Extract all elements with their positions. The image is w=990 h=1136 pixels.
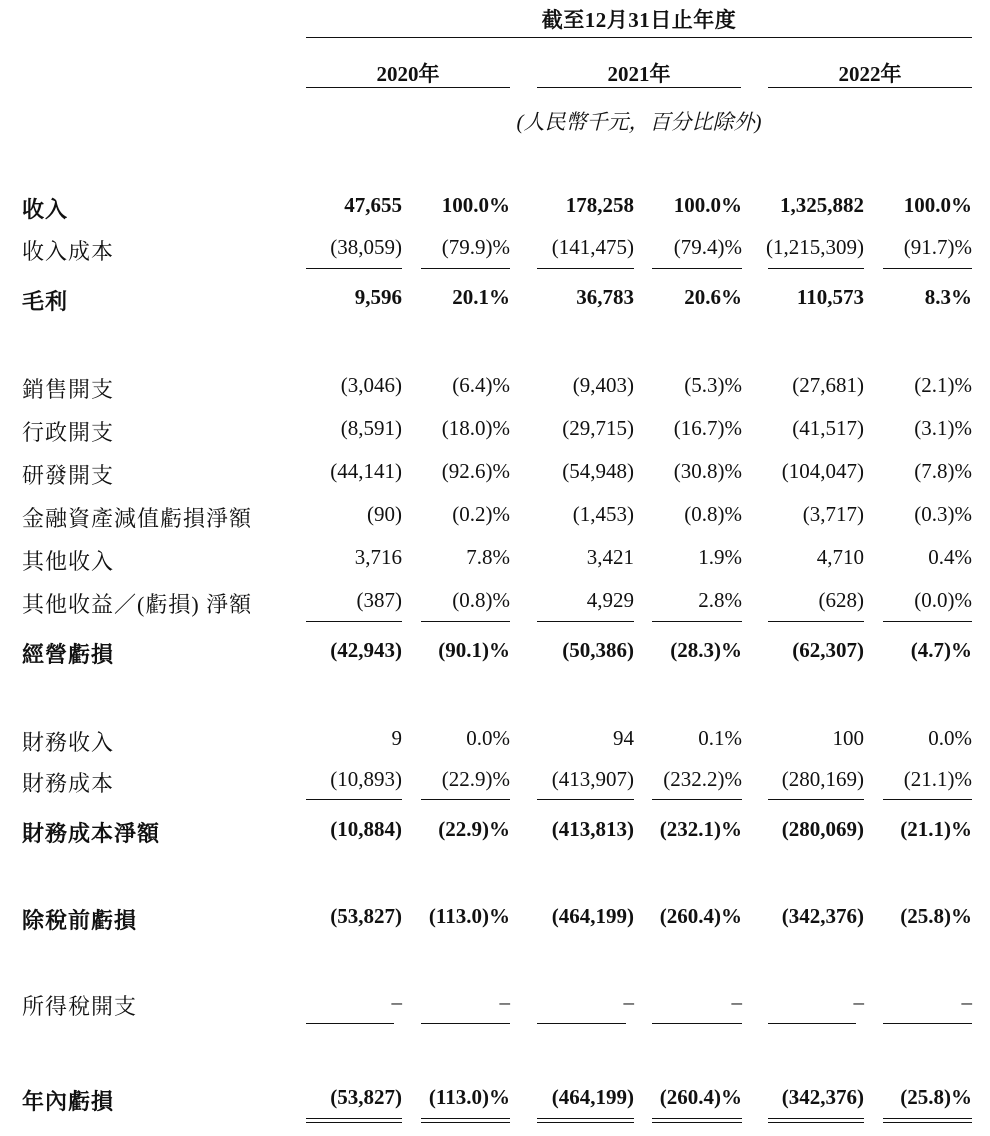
subtotal-rule bbox=[768, 1023, 856, 1024]
value-cell: 0.1% bbox=[698, 726, 742, 750]
value-cell: (0.3)% bbox=[914, 502, 972, 526]
value-cell: (232.1)% bbox=[659, 817, 742, 841]
total-double-rule bbox=[537, 1118, 634, 1123]
value-cell: (79.4)% bbox=[673, 235, 742, 259]
value-cell: (3,046) bbox=[340, 373, 402, 397]
table-row bbox=[0, 502, 990, 532]
value-cell: 100.0% bbox=[441, 193, 510, 217]
value-cell: (53,827) bbox=[330, 904, 402, 928]
value-cell: (342,376) bbox=[781, 1085, 864, 1109]
value-cell: (28.3)% bbox=[670, 638, 742, 662]
value-cell: (4.7)% bbox=[910, 638, 972, 662]
value-cell: (18.0)% bbox=[441, 416, 510, 440]
row-label: 毛利 bbox=[22, 289, 69, 314]
value-cell: (8,591) bbox=[340, 416, 402, 440]
value-cell: 110,573 bbox=[796, 285, 864, 309]
table-row bbox=[0, 416, 990, 446]
value-cell: (1,215,309) bbox=[766, 235, 864, 259]
value-cell: (21.1)% bbox=[900, 817, 972, 841]
value-cell: – bbox=[391, 990, 402, 1014]
value-cell: (104,047) bbox=[781, 459, 864, 483]
value-cell: 2.8% bbox=[698, 588, 742, 612]
subtotal-rule bbox=[652, 799, 742, 800]
total-double-rule bbox=[883, 1118, 972, 1123]
year-header-2020: 2020年 bbox=[376, 62, 440, 86]
subtotal-rule bbox=[306, 1023, 394, 1024]
total-double-rule bbox=[421, 1118, 510, 1123]
value-cell: (53,827) bbox=[330, 1085, 402, 1109]
value-cell: (280,169) bbox=[781, 767, 864, 791]
row-label: 收入 bbox=[22, 197, 69, 222]
row-label: 財務成本 bbox=[22, 771, 115, 796]
subtotal-rule bbox=[768, 799, 864, 800]
row-label: 研發開支 bbox=[22, 463, 115, 488]
year-header-2021: 2021年 bbox=[607, 62, 671, 86]
subtotal-rule bbox=[652, 1023, 742, 1024]
value-cell: (41,517) bbox=[792, 416, 864, 440]
subtotal-rule bbox=[537, 1023, 626, 1024]
row-label: 其他收益／(虧損) 淨額 bbox=[22, 592, 253, 617]
total-double-rule bbox=[652, 1118, 742, 1123]
row-label: 年內虧損 bbox=[22, 1089, 115, 1114]
value-cell: (1,453) bbox=[572, 502, 634, 526]
table-row bbox=[0, 193, 990, 223]
subtotal-rule bbox=[883, 621, 972, 622]
row-label: 收入成本 bbox=[22, 239, 115, 264]
value-cell: (54,948) bbox=[562, 459, 634, 483]
table-row bbox=[0, 235, 990, 265]
value-cell: (21.1)% bbox=[903, 767, 972, 791]
row-label: 除稅前虧損 bbox=[22, 908, 138, 933]
value-cell: (7.8)% bbox=[914, 459, 972, 483]
value-cell: 4,929 bbox=[586, 588, 634, 612]
subtotal-rule bbox=[652, 268, 742, 269]
value-cell: 20.1% bbox=[452, 285, 510, 309]
value-cell: (9,403) bbox=[572, 373, 634, 397]
value-cell: (16.7)% bbox=[673, 416, 742, 440]
value-cell: (3.1)% bbox=[914, 416, 972, 440]
table-row bbox=[0, 904, 990, 934]
row-label: 所得稅開支 bbox=[22, 994, 138, 1019]
value-cell: (232.2)% bbox=[663, 767, 742, 791]
table-row bbox=[0, 459, 990, 489]
value-cell: (0.0)% bbox=[914, 588, 972, 612]
value-cell: (79.9)% bbox=[441, 235, 510, 259]
value-cell: (62,307) bbox=[792, 638, 864, 662]
table-row bbox=[0, 545, 990, 575]
subtotal-rule bbox=[421, 1023, 510, 1024]
period-header: 截至12月31日止年度 bbox=[541, 8, 737, 32]
table-row bbox=[0, 588, 990, 618]
value-cell: 36,783 bbox=[576, 285, 634, 309]
value-cell: (27,681) bbox=[792, 373, 864, 397]
row-label: 行政開支 bbox=[22, 420, 115, 445]
value-cell: (5.3)% bbox=[684, 373, 742, 397]
value-cell: 3,716 bbox=[354, 545, 402, 569]
subtotal-rule bbox=[768, 268, 864, 269]
row-label: 經營虧損 bbox=[22, 642, 115, 667]
subtotal-rule bbox=[306, 268, 402, 269]
value-cell: (22.9)% bbox=[438, 817, 510, 841]
value-cell: 7.8% bbox=[466, 545, 510, 569]
value-cell: (464,199) bbox=[551, 1085, 634, 1109]
subtotal-rule bbox=[421, 799, 510, 800]
value-cell: (141,475) bbox=[551, 235, 634, 259]
value-cell: (0.8)% bbox=[684, 502, 742, 526]
subtotal-rule bbox=[306, 621, 402, 622]
value-cell: 9,596 bbox=[354, 285, 402, 309]
value-cell: – bbox=[499, 990, 510, 1014]
value-cell: (22.9)% bbox=[441, 767, 510, 791]
value-cell: (10,884) bbox=[330, 817, 402, 841]
subtotal-rule bbox=[537, 799, 634, 800]
value-cell: 20.6% bbox=[684, 285, 742, 309]
value-cell: – bbox=[961, 990, 972, 1014]
subtotal-rule bbox=[421, 621, 510, 622]
value-cell: 47,655 bbox=[344, 193, 402, 217]
unit-note: (人民幣千元，百分比除外) bbox=[516, 110, 762, 134]
value-cell: (29,715) bbox=[562, 416, 634, 440]
value-cell: 8.3% bbox=[924, 285, 972, 309]
value-cell: (260.4)% bbox=[659, 904, 742, 928]
subtotal-rule bbox=[883, 799, 972, 800]
subtotal-rule bbox=[537, 621, 634, 622]
value-cell: (387) bbox=[356, 588, 402, 612]
value-cell: 0.4% bbox=[928, 545, 972, 569]
value-cell: 1,325,882 bbox=[780, 193, 864, 217]
value-cell: (30.8)% bbox=[673, 459, 742, 483]
value-cell: 1.9% bbox=[698, 545, 742, 569]
value-cell: (92.6)% bbox=[441, 459, 510, 483]
value-cell: (113.0)% bbox=[428, 904, 510, 928]
value-cell: (342,376) bbox=[781, 904, 864, 928]
value-cell: (44,141) bbox=[330, 459, 402, 483]
table-row bbox=[0, 373, 990, 403]
value-cell: (628) bbox=[818, 588, 864, 612]
value-cell: 3,421 bbox=[586, 545, 634, 569]
subtotal-rule bbox=[537, 268, 634, 269]
value-cell: (6.4)% bbox=[452, 373, 510, 397]
year-rule-2021 bbox=[537, 87, 741, 88]
subtotal-rule bbox=[306, 799, 402, 800]
value-cell: 9 bbox=[391, 726, 402, 750]
value-cell: 4,710 bbox=[816, 545, 864, 569]
year-rule-2022 bbox=[768, 87, 972, 88]
table-row bbox=[0, 726, 990, 756]
value-cell: (0.2)% bbox=[452, 502, 510, 526]
value-cell: (113.0)% bbox=[428, 1085, 510, 1109]
value-cell: (3,717) bbox=[802, 502, 864, 526]
row-label: 財務收入 bbox=[22, 730, 115, 755]
value-cell: (91.7)% bbox=[903, 235, 972, 259]
period-rule bbox=[306, 37, 972, 38]
value-cell: (38,059) bbox=[330, 235, 402, 259]
row-label: 銷售開支 bbox=[22, 377, 115, 402]
subtotal-rule bbox=[883, 268, 972, 269]
table-row bbox=[0, 638, 990, 668]
value-cell: (25.8)% bbox=[900, 904, 972, 928]
value-cell: 100 bbox=[832, 726, 864, 750]
value-cell: 0.0% bbox=[928, 726, 972, 750]
year-header-2022: 2022年 bbox=[838, 62, 902, 86]
subtotal-rule bbox=[652, 621, 742, 622]
value-cell: (413,907) bbox=[551, 767, 634, 791]
value-cell: 100.0% bbox=[903, 193, 972, 217]
value-cell: (10,893) bbox=[330, 767, 402, 791]
value-cell: 94 bbox=[613, 726, 634, 750]
value-cell: (25.8)% bbox=[900, 1085, 972, 1109]
value-cell: (464,199) bbox=[551, 904, 634, 928]
value-cell: – bbox=[853, 990, 864, 1014]
value-cell: 178,258 bbox=[565, 193, 634, 217]
value-cell: (50,386) bbox=[562, 638, 634, 662]
value-cell: (2.1)% bbox=[914, 373, 972, 397]
row-label: 其他收入 bbox=[22, 549, 115, 574]
value-cell: 100.0% bbox=[673, 193, 742, 217]
year-rule-2020 bbox=[306, 87, 510, 88]
subtotal-rule bbox=[883, 1023, 972, 1024]
value-cell: (280,069) bbox=[781, 817, 864, 841]
value-cell: (260.4)% bbox=[659, 1085, 742, 1109]
table-row bbox=[0, 285, 990, 315]
table-row bbox=[0, 817, 990, 847]
subtotal-rule bbox=[421, 268, 510, 269]
value-cell: 0.0% bbox=[466, 726, 510, 750]
table-row bbox=[0, 767, 990, 797]
total-double-rule bbox=[306, 1118, 402, 1123]
row-label: 財務成本淨額 bbox=[22, 821, 161, 846]
value-cell: (42,943) bbox=[330, 638, 402, 662]
value-cell: (90.1)% bbox=[438, 638, 510, 662]
table-row bbox=[0, 1085, 990, 1115]
table-row bbox=[0, 990, 990, 1020]
value-cell: – bbox=[731, 990, 742, 1014]
value-cell: (90) bbox=[367, 502, 402, 526]
subtotal-rule bbox=[768, 621, 864, 622]
value-cell: – bbox=[623, 990, 634, 1014]
value-cell: (0.8)% bbox=[452, 588, 510, 612]
row-label: 金融資產減值虧損淨額 bbox=[22, 506, 253, 531]
value-cell: (413,813) bbox=[551, 817, 634, 841]
total-double-rule bbox=[768, 1118, 864, 1123]
